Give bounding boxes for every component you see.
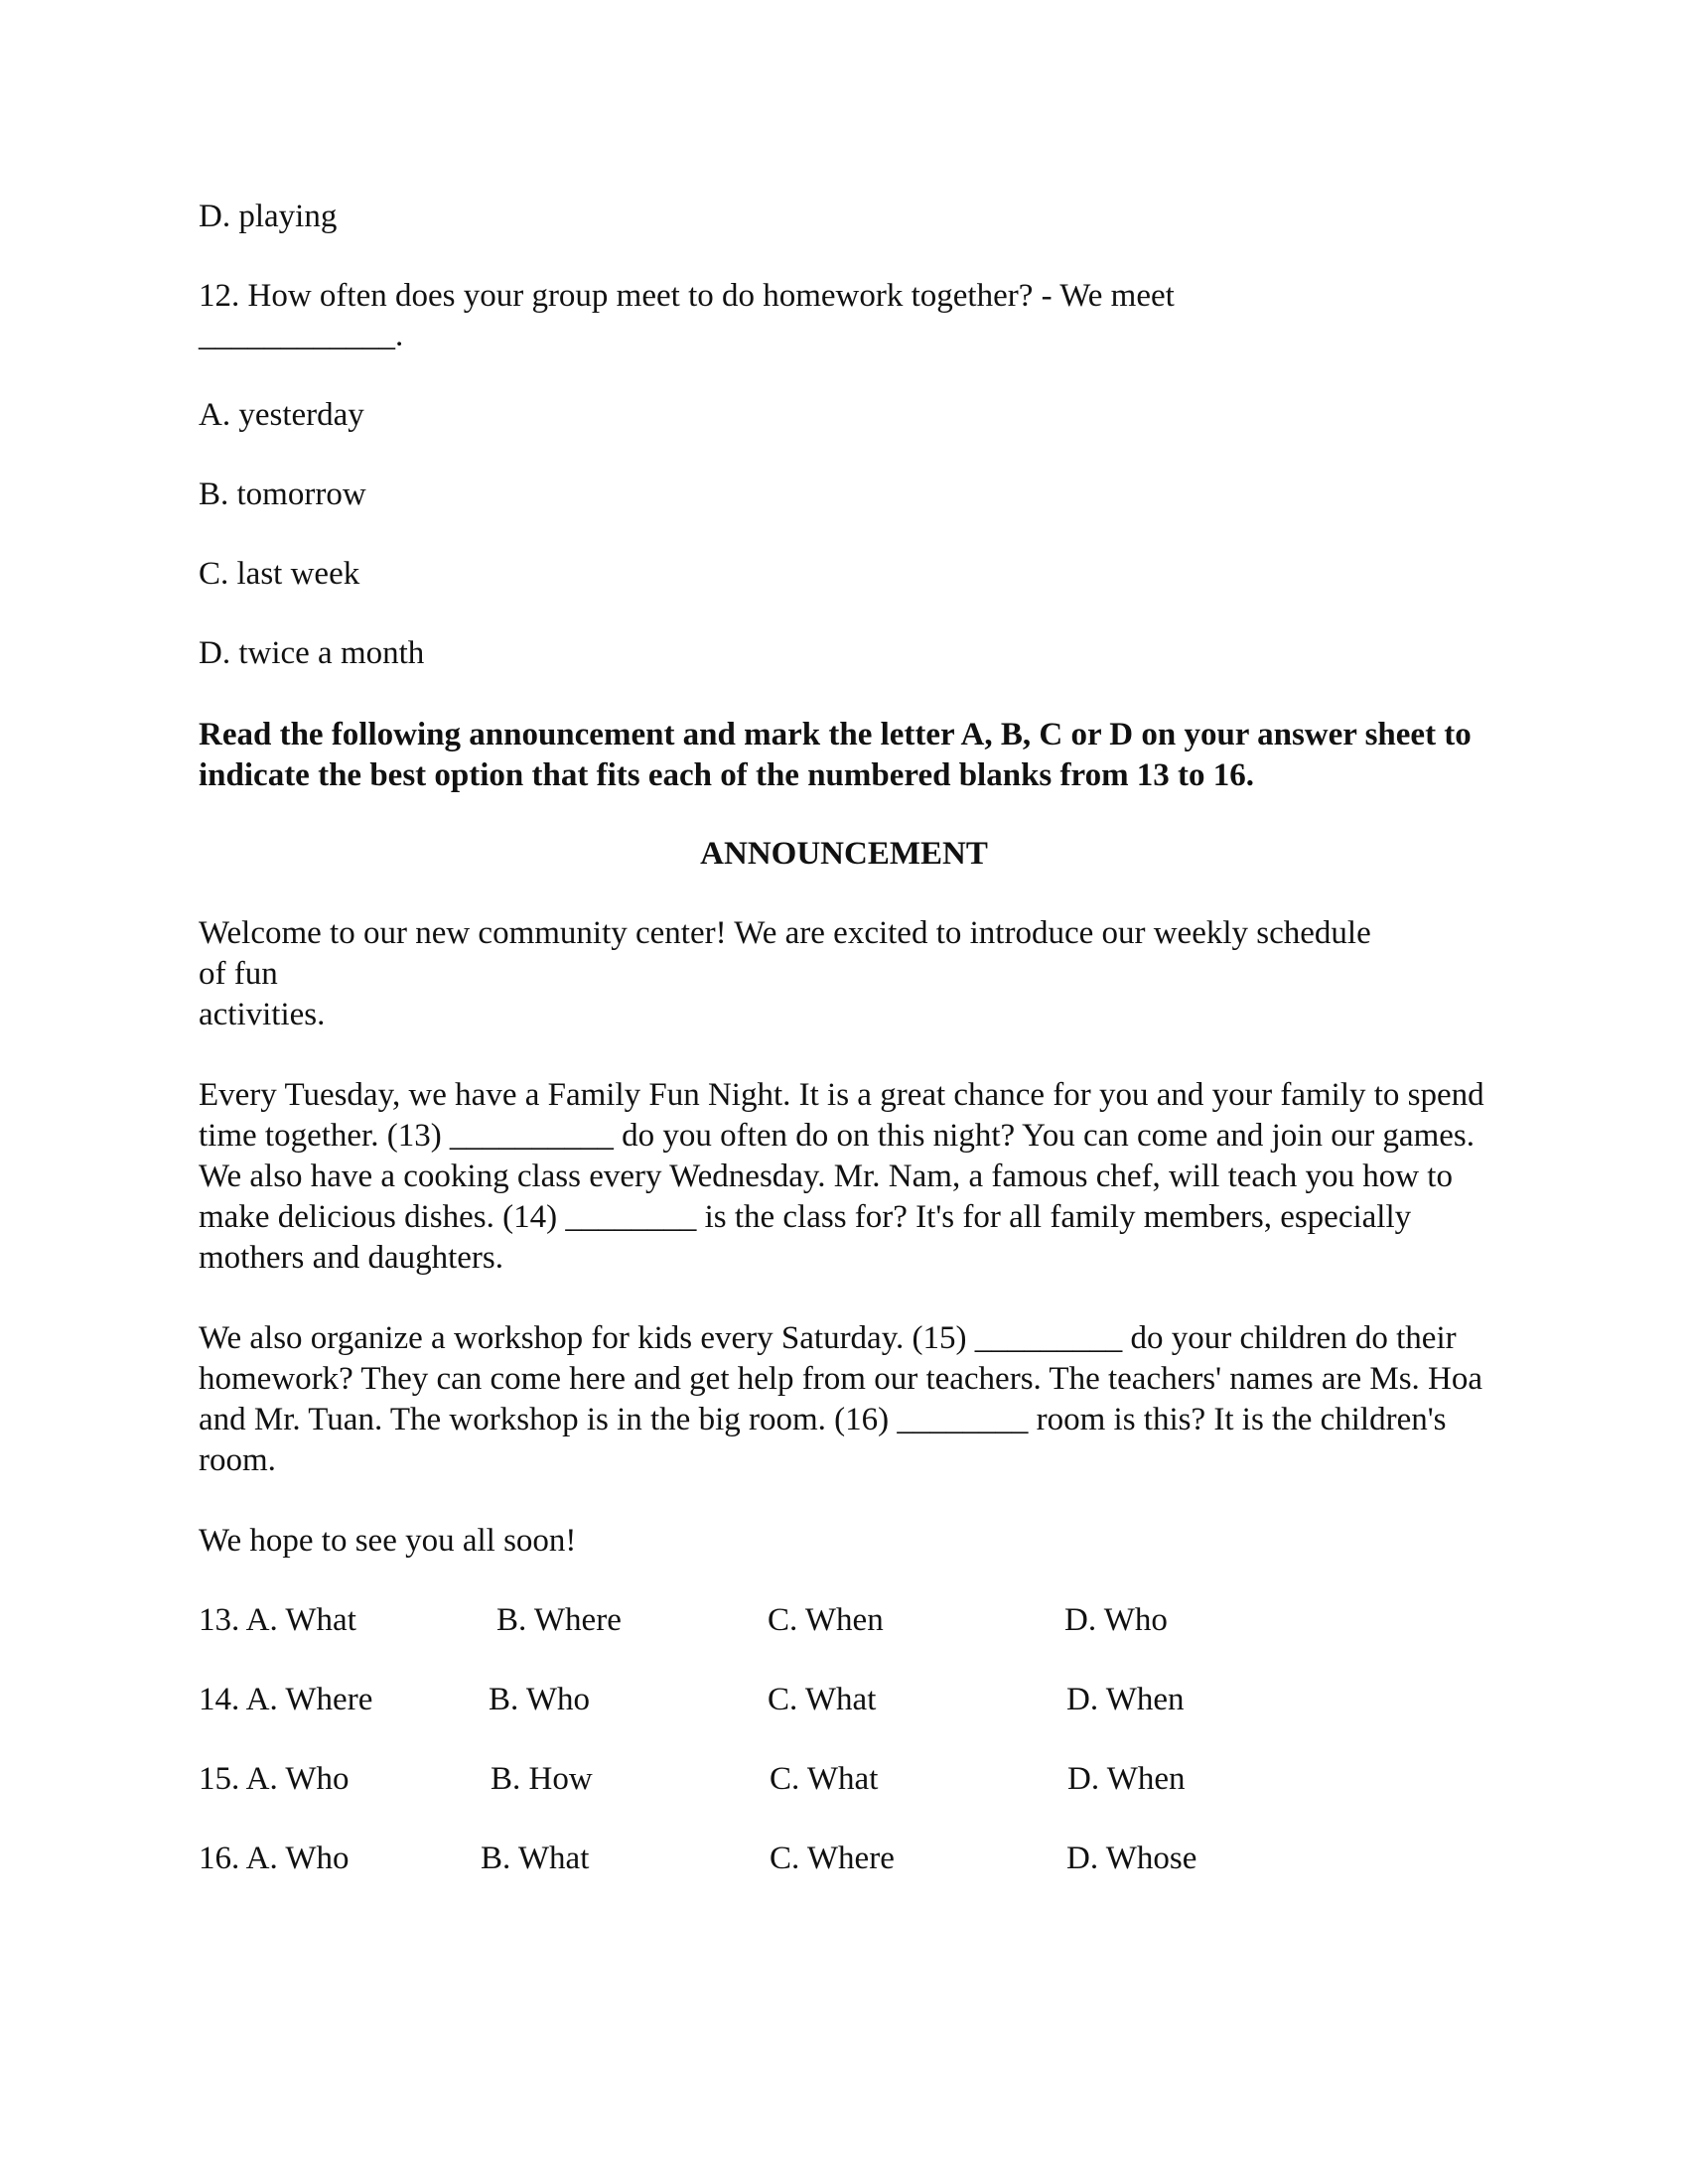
answer-row-15	[0, 1759, 1688, 1800]
q12-question: 12. How often does your group meet to do homework together? - We meet	[199, 278, 1175, 314]
answer-row-13	[0, 1600, 1688, 1641]
announcement-closing: We hope to see you all soon!	[199, 1523, 577, 1559]
q12-option-d: D. twice a month	[199, 635, 425, 671]
announcement-p1-line1: Welcome to our new community center! We are excited to introduce our weekly schedule	[199, 915, 1371, 951]
q12-option-c: C. last week	[199, 556, 360, 592]
answer-15-b: B. How	[491, 1761, 593, 1797]
answer-16-a: 16. A. Who	[199, 1841, 350, 1876]
answer-14-c: C. What	[768, 1682, 877, 1717]
answer-14-d: D. When	[1066, 1682, 1185, 1717]
q12-blank: ____________.	[199, 318, 404, 353]
announcement-paragraph-3: We also organize a workshop for kids every Saturday. (15) _________ do your children do their homework? They can come here and get help from our teachers. The teachers' names are Ms. Hoa and Mr. Tuan. The workshop is in the big room. (16) ________ room is this? It is the children's room.	[199, 1320, 1483, 1478]
q12-option-b: B. tomorrow	[199, 477, 366, 512]
announcement-paragraph-2: Every Tuesday, we have a Family Fun Night. It is a great chance for you and your family to spend time together. (13) __________ do you often do on this night? You can come and join our games. We also have a cooking class every Wednesday. Mr. Nam, a famous chef, will teach you how to make delicious dishes. (14) ________ is the class for? It's for all family members, especially mothers and daughters.	[199, 1077, 1484, 1276]
answer-15-c: C. What	[770, 1761, 879, 1797]
section-instruction: Read the following announcement and mark the letter A, B, C or D on your answer sheet to indicate the best option that fits each of the numbered blanks from 13 to 16.	[199, 717, 1472, 793]
q12-option-a: A. yesterday	[199, 397, 364, 433]
answer-16-d: D. Whose	[1066, 1841, 1197, 1876]
announcement-p1-line2: of fun	[199, 956, 278, 992]
answer-15-d: D. When	[1067, 1761, 1186, 1797]
announcement-title: ANNOUNCEMENT	[700, 836, 988, 872]
answer-13-d: D. Who	[1064, 1602, 1168, 1638]
answer-row-16	[0, 1839, 1688, 1879]
answer-16-c: C. Where	[770, 1841, 895, 1876]
answer-row-14	[0, 1680, 1688, 1720]
answer-14-b: B. Who	[489, 1682, 591, 1717]
answer-13-b: B. Where	[496, 1602, 622, 1638]
answer-15-a: 15. A. Who	[199, 1761, 350, 1797]
answer-14-a: 14. A. Where	[199, 1682, 373, 1717]
answer-16-b: B. What	[481, 1841, 590, 1876]
announcement-p1-line3: activities.	[199, 997, 326, 1032]
answer-13-a: 13. A. What	[199, 1602, 356, 1638]
answer-13-c: C. When	[768, 1602, 884, 1638]
q11-option-d: D. playing	[199, 199, 338, 234]
